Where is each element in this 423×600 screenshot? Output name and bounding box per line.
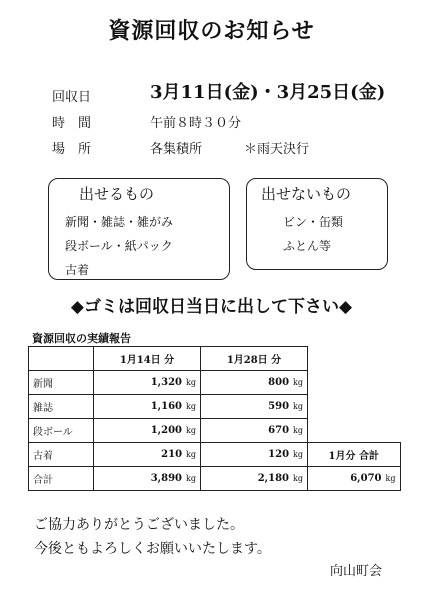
row-label: 新聞 xyxy=(29,371,94,395)
column-header: 1月28日 分 xyxy=(201,347,308,371)
value-cell: 2,180 kg xyxy=(201,467,308,491)
thanks-line-1: ご協力ありがとうございました。 xyxy=(34,517,244,533)
date-value: 3月11日(金)・3月25日(金) xyxy=(150,82,386,103)
row-label: 合計 xyxy=(29,467,94,491)
empty-cell xyxy=(308,347,401,371)
notice-text: ◆ゴミは回収日当日に出して下さい◆ xyxy=(70,297,353,317)
unacceptable-item: ビン・缶類 xyxy=(283,215,344,229)
page-title: 資源回収のお知らせ xyxy=(108,19,315,44)
table-row xyxy=(29,419,401,443)
unacceptable-items-box xyxy=(246,178,388,270)
table-row xyxy=(29,443,401,467)
time-label: 時 間 xyxy=(52,116,92,131)
value-cell: 1,160 kg xyxy=(94,395,201,419)
value-cell: 590 kg xyxy=(201,395,308,419)
acceptable-items-title: 出せるもの xyxy=(79,185,155,203)
rain-note: ＊雨天決行 xyxy=(244,142,310,157)
month-total-label: 1月分 合計 xyxy=(308,443,401,467)
value-cell: 1,200 kg xyxy=(94,419,201,443)
row-label: 段ボール xyxy=(29,419,94,443)
date-label: 回収日 xyxy=(52,90,92,105)
acceptable-item: 段ボール・紙パック xyxy=(65,239,173,253)
value-cell: 120 kg xyxy=(201,443,308,467)
row-label: 雑誌 xyxy=(29,395,94,419)
value-cell: 670 kg xyxy=(201,419,308,443)
acceptable-items-box xyxy=(48,178,230,280)
thanks-line-2: 今後ともよろしくお願いいたします。 xyxy=(34,541,271,557)
acceptable-item: 古着 xyxy=(65,263,90,277)
table-row xyxy=(29,467,401,491)
place-label: 場 所 xyxy=(52,142,92,157)
empty-cell xyxy=(308,371,401,395)
report-table xyxy=(28,346,401,491)
table-corner xyxy=(29,347,94,371)
value-cell: 3,890 kg xyxy=(94,467,201,491)
place-value: 各集積所 xyxy=(150,142,203,157)
value-cell: 210 kg xyxy=(94,443,201,467)
row-label: 古着 xyxy=(29,443,94,467)
unacceptable-item: ふとん等 xyxy=(283,239,332,253)
value-cell: 800 kg xyxy=(201,371,308,395)
table-row xyxy=(29,395,401,419)
month-total-value: 6,070 kg xyxy=(308,467,401,491)
signature: 向山町会 xyxy=(330,564,383,579)
table-row xyxy=(29,371,401,395)
table-row xyxy=(29,347,401,371)
empty-cell xyxy=(308,395,401,419)
column-header: 1月14日 分 xyxy=(94,347,201,371)
time-value: 午前８時３０分 xyxy=(150,116,242,131)
unacceptable-items-title: 出せないもの xyxy=(261,185,352,203)
empty-cell xyxy=(308,419,401,443)
value-cell: 1,320 kg xyxy=(94,371,201,395)
report-caption: 資源回収の実績報告 xyxy=(32,332,131,345)
acceptable-item: 新聞・雑誌・雑がみ xyxy=(65,215,174,229)
